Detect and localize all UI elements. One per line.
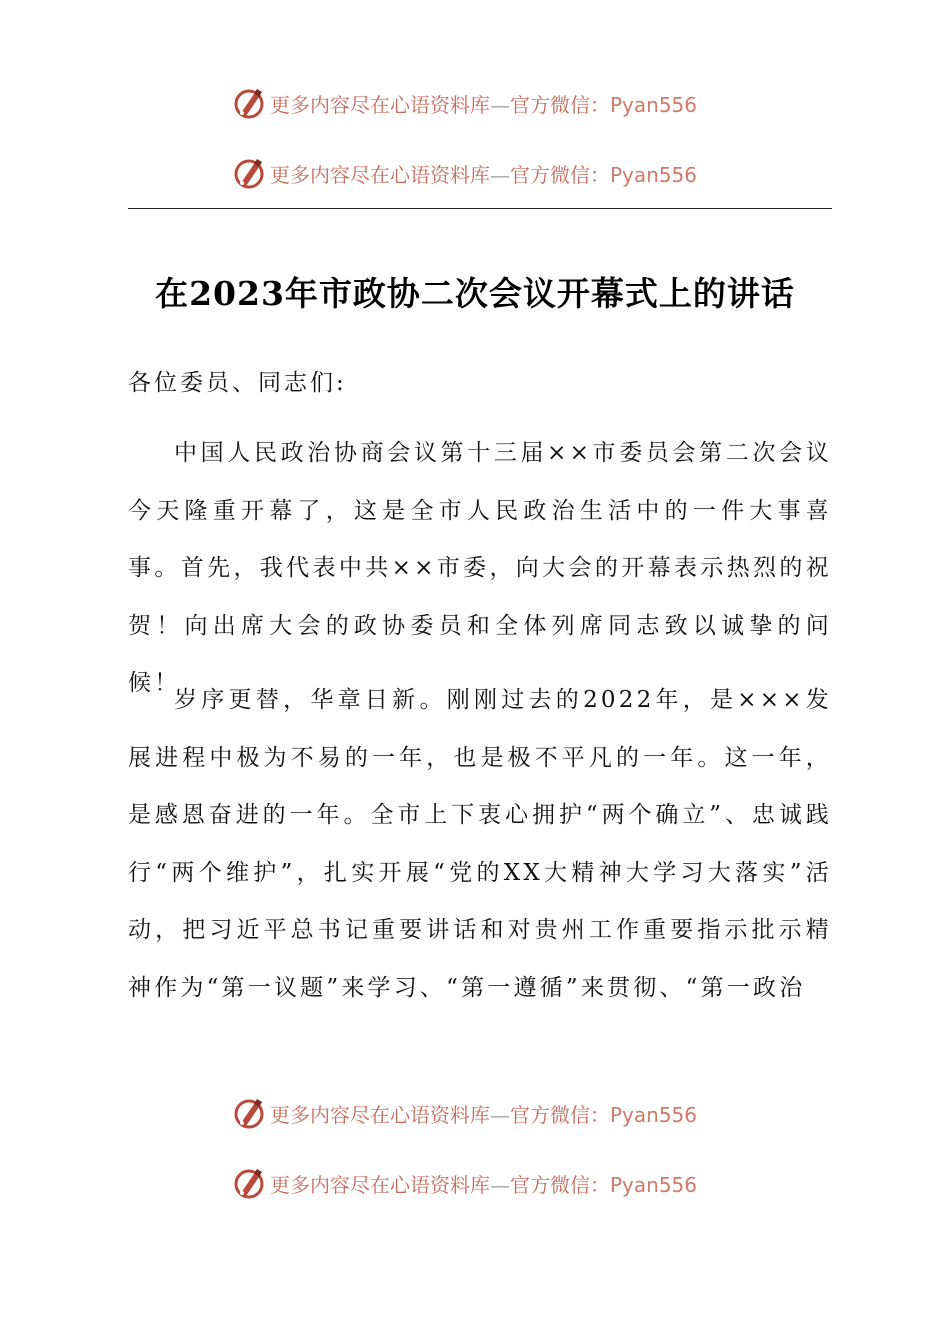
watermark-banner bbox=[232, 1093, 697, 1133]
document-title: 在2023年市政协二次会议开幕式上的讲话 bbox=[155, 274, 795, 313]
watermark-text: 更多内容尽在心语资料库—官方微信：Pyan556 bbox=[270, 162, 698, 187]
pen-logo-icon bbox=[232, 1096, 266, 1130]
watermark-text: 更多内容尽在心语资料库—官方微信：Pyan556 bbox=[270, 1172, 698, 1197]
watermark-banner bbox=[232, 153, 697, 193]
watermark-banner bbox=[232, 83, 697, 123]
header-divider bbox=[128, 208, 832, 209]
watermark-text: 更多内容尽在心语资料库—官方微信：Pyan556 bbox=[270, 92, 698, 117]
watermark-text: 更多内容尽在心语资料库—官方微信：Pyan556 bbox=[270, 1102, 698, 1127]
watermark-banner bbox=[232, 1163, 697, 1203]
pen-logo-icon bbox=[232, 156, 266, 190]
greeting: 各位委员、同志们: bbox=[128, 370, 347, 396]
paragraph: 岁序更替，华章日新。刚刚过去的2022年，是×××发展进程中极为不易的一年，也是极不平凡的一年。这一年，是感恩奋进的一年。全市上下衷心拥护“两个确立”、忠诚践行“两个维护”，扎实开展“党的XX大精神大学习大落实”活动，把习近平总书记重要讲话和对贵州工作重要指示批示精神作为“第一议题”来学习、“第一遵循”来贯彻、“第一政治 bbox=[128, 687, 832, 1001]
pen-logo-icon bbox=[232, 86, 266, 120]
paragraph: 中国人民政治协商会议第十三届××市委员会第二次会议今天隆重开幕了，这是全市人民政治生活中的一件大事喜事。首先，我代表中共××市委，向大会的开幕表示热烈的祝贺！向出席大会的政协委员和全体列席同志致以诚挚的问候！ bbox=[128, 440, 832, 696]
pen-logo-icon bbox=[232, 1166, 266, 1200]
